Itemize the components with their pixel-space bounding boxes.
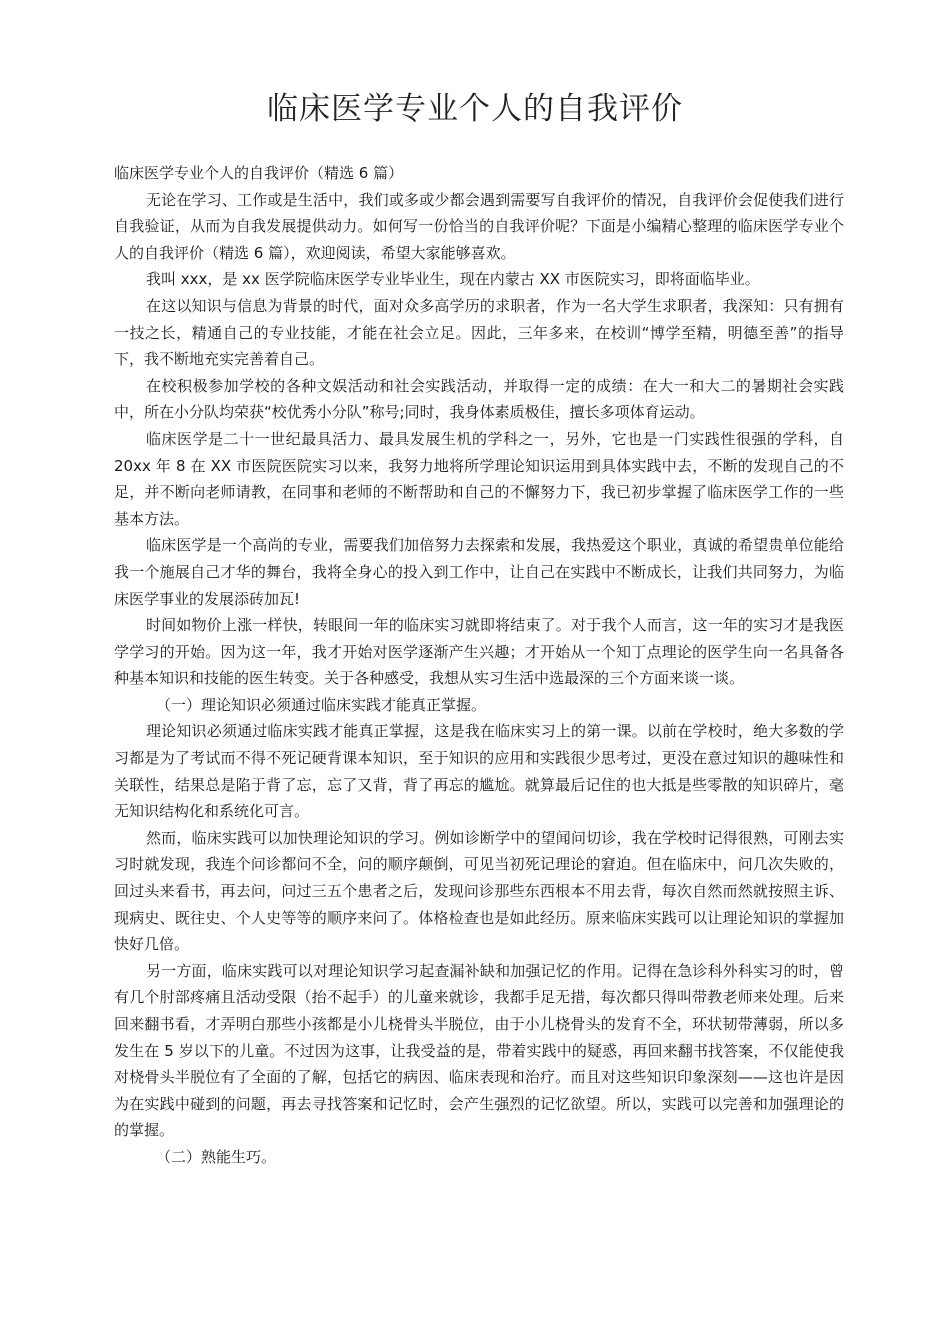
paragraph: 时间如物价上涨一样快，转眼间一年的临床实习就即将结束了。对于我个人而言，这一年的实习才是我医学学习的开始。因为这一年，我才开始对医学逐渐产生兴趣；才开始从一个知丁点理论的医学生向一名具备各种基本知识和技能的医生转变。关于各种感受，我想从实习生活中选最深的三个方面来谈一谈。 [114, 616, 844, 688]
paragraph: 临床医学是一个高尚的专业，需要我们加倍努力去探索和发展，我热爱这个职业，真诚的希望贵单位能给我一个施展自己才华的舞台，我将全身心的投入到工作中，让自己在实践中不断成长，让我们共同努力，为临床医学事业的发展添砖加瓦! [114, 536, 844, 608]
document-subtitle: 临床医学专业个人的自我评价（精选 6 篇） [114, 164, 404, 182]
paragraph: 无论在学习、工作或是生活中，我们或多或少都会遇到需要写自我评价的情况，自我评价会促使我们进行自我验证，从而为自我发展提供动力。如何写一份恰当的自我评价呢？下面是小编精心整理的临床医学专业个人的自我评价（精选 6 篇），欢迎阅读，希望大家能够喜欢。 [114, 190, 844, 262]
document-title: 临床医学专业个人的自我评价 [267, 91, 683, 127]
document-body [114, 160, 844, 1171]
paragraph: 理论知识必须通过临床实践才能真正掌握，这是我在临床实习上的第一课。以前在学校时，绝大多数的学习都是为了考试而不得不死记硬背课本知识，至于知识的应用和实践很少思考过，更没在意过知识的趣味性和关联性，结果总是陷于背了忘，忘了又背，背了再忘的尴尬。就算最后记住的也大抵是些零散的知识碎片，毫无知识结构化和系统化可言。 [114, 722, 844, 821]
paragraph: 我叫 xxx，是 xx 医学院临床医学专业毕业生，现在内蒙古 XX 市医院实习，即将面临毕业。 [146, 270, 760, 289]
paragraph: 另一方面，临床实践可以对理论知识学习起查漏补缺和加强记忆的作用。记得在急诊科外科实习的时，曾有几个肘部疼痛且活动受限（抬不起手）的儿童来就诊，我都手足无措，每次都只得叫带教老师来处理。后来回来翻书看，才弄明白那些小孩都是小儿桡骨头半脱位，由于小儿桡骨头的发育不全，环状韧带薄弱，所以多发生在 5 岁以下的儿童。不过因为这事，让我受益的是，带着实践中的疑惑，再回来翻书找答案，不仅能使我对桡骨头半脱位有了全面的了解，包括它的病因、临床表现和治疗。而且对这些知识印象深刻——这也许是因为在实践中碰到的问题，再去寻找答案和记忆时，会产生强烈的记忆欲望。所以，实践可以完善和加强理论的的掌握。 [114, 961, 844, 1140]
paragraph: 然而，临床实践可以加快理论知识的学习。例如诊断学中的望闻问切诊，我在学校时记得很熟，可刚去实习时就发现，我连个问诊都问不全，问的顺序颠倒，可见当初死记理论的窘迫。但在临床中，问几次失败的，回过头来看书，再去问，问过三五个患者之后，发现问诊那些东西根本不用去背，每次自然而然就按照主诉、现病史、既往史、个人史等等的顺序来问了。体格检查也是如此经历。原来临床实践可以让理论知识的掌握加快好几倍。 [114, 828, 844, 954]
paragraph: 在这以知识与信息为背景的时代，面对众多高学历的求职者，作为一名大学生求职者，我深知：只有拥有一技之长，精通自己的专业技能，才能在社会立足。因此，三年多来，在校训“博学至精，明德至善”的指导下，我不断地充实完善着自己。 [114, 296, 844, 369]
section-heading: （一）理论知识必须通过临床实践才能真正掌握。 [156, 695, 487, 714]
paragraph: 在校积极参加学校的各种文娱活动和社会实践活动，并取得一定的成绩：在大一和大二的暑期社会实践中，所在小分队均荣获“校优秀小分队”称号;同时，我身体素质极佳，擅长多项体育运动。 [114, 376, 844, 422]
section-heading: （二）熟能生巧。 [156, 1147, 277, 1166]
paragraph: 临床医学是二十一世纪最具活力、最具发展生机的学科之一，另外，它也是一门实践性很强的学科，自 20xx 年 8 在 XX 市医院医院实习以来，我努力地将所学理论知识运用到具体实践中去，不断的发现自己的不足，并不断向老师请教，在同事和老师的不断帮助和自己的不懈努力下，我已初步掌握了临床医学工作的一些基本方法。 [114, 429, 844, 528]
